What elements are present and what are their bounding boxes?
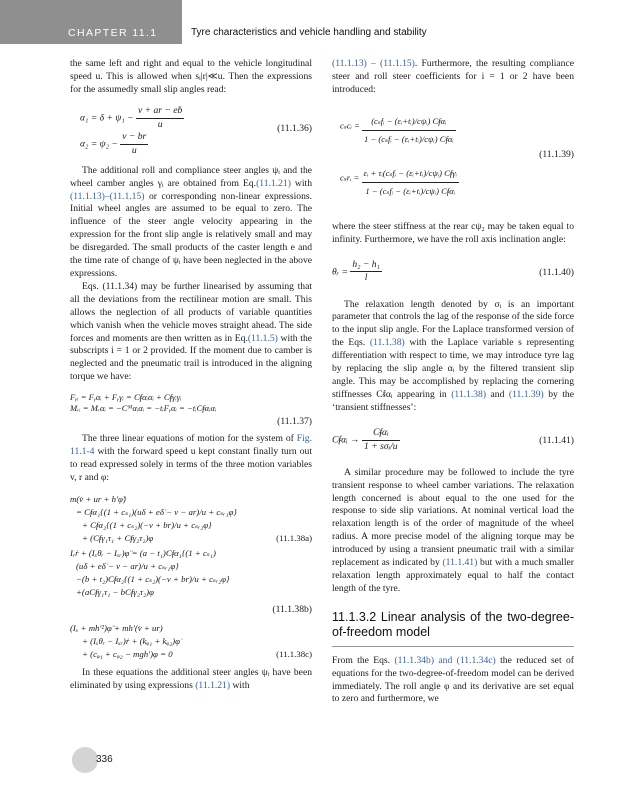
paragraph: The additional roll and compliance steer angles ψᵢ and the wheel camber angles γᵢ are obtained from Eq.(11.1.21) with (11.1.13)–(11.1.15) or corresponding non-linear expressions. Initial wheel angles are assumed to be equal to zero. The influence of the steer angle velocity appearing in the expression for the front slip angle is relatively small and may be disregarded. The small products of the caster length e and the time rate of change of ψᵢ have been neglected in the above expressions. (70, 164, 312, 279)
paragraph: the same left and right and equal to the vehicle longitudinal speed u. This is allowed when sᵢ|r|≪u. Then the expressions for the assumedly small slip angles read: (70, 58, 312, 95)
equation-number: (11.1.37) (277, 416, 312, 428)
cross-reference-link[interactable]: (11.1.34b) and (11.1.34c) (394, 654, 496, 666)
eq-line: Fᵧᵢ = Fᵧαᵢ + Fᵧγᵢ = Cᵮαᵢαᵢ + Cᵮγᵢγᵢ (70, 392, 182, 403)
paragraph: A similar procedure may be followed to include the tyre transient response to wheel camber variations. The relaxation length concerned is about equal to the one used for the response to side slip variations. At nominal vertical load the relaxation length is of the order of magnitude of the wheel radius. A more precise model of the aligning torque may be introduced by using a transient pneumatic trail with a similar replacement as indicated by (11.1.41) but with a much smaller relaxation length approximately equal to half the contact length of the tyre. (332, 466, 575, 594)
fraction: $\frac{\text{Cᵮαᵢ}}{\text{1 + sσᵢ/u}}$ (364, 426, 398, 452)
equation-number: (11.1.38a) (276, 532, 312, 543)
cross-reference-link[interactable]: (11.1.39) (508, 388, 544, 400)
equation-11-1-41 (332, 427, 574, 455)
equation-11-1-38b: Iᵣṙ + (Iₓθᵣ − Iₓᵣ)φ̈ = (a − t₁)Cᵮα₁{(1 + cₛ₁) (uδ + eδ̇ − v − ar)/u + cₛᵣ₁φ} −(b + t₂)Cᵮα₂{(1 + cₛ₂)(−v + br)/u + cₛᵣ₂φ} +(aCᵮγ₁τ₁ − bCᵮγ₂τ₂)φ (11.1.38b) (70, 547, 312, 615)
eq-lhs: Cᵮαᵢ → (332, 434, 360, 446)
fraction: $\frac{\text{εᵢ + τᵢ(cₛfᵢ − (εᵢ+tᵢ)/cψᵢ) Cᵮγᵢ}}{\text{1 − (cₛfᵢ − (εᵢ+tᵢ)/cψᵢ) Cᵮαᵢ}}$ (362, 165, 459, 200)
section-heading: 11.1.3.2 Linear analysis of the two-degree-of-freedom model (332, 609, 574, 639)
figure-link[interactable]: Fig. 11.1-4 (70, 433, 312, 458)
page-number-badge (72, 747, 98, 773)
section-divider (332, 646, 574, 647)
eq-lhs: cₛcᵢ = (340, 120, 360, 131)
equation-number: (11.1.39) (539, 148, 574, 160)
running-title: Tyre characteristics and vehicle handling and stability (191, 27, 427, 38)
eq-lhs: α₂ = ψ₂ − (80, 138, 118, 150)
equation-11-1-40 (332, 259, 574, 287)
cross-reference-link[interactable]: (11.1.21) (195, 679, 231, 691)
fraction: $\frac{\text{(cₛfᵢ − (εᵢ+tᵢ)/cψᵢ) Cᵮαᵢ}}{\text{1 − (cₛfᵢ − (εᵢ+tᵢ)/cψᵢ) Cᵮαᵢ}}$ (362, 113, 456, 148)
eq-lhs: α₁ = δ + ψ₁ − (80, 112, 134, 124)
right-column (332, 58, 574, 706)
equation-number: (11.1.40) (539, 266, 574, 278)
equation-number: (11.1.38b) (272, 603, 312, 615)
paragraph: Eqs. (11.1.34) may be further linearised by assuming that all the deviations from the rectilinear motion are small. This allows the neglection of all products of variable quantities which vanish when the vehicle moves straight ahead. The side forces and moments are then written as in Eq.(11.1.5) with the subscripts i = 1 or 2 provided. If the moment due to camber is neglected and the pneumatic trail is introduced in the aligning torque we have: (70, 280, 312, 383)
cross-reference-link[interactable]: (11.1.41) (442, 557, 478, 569)
equation-number: (11.1.38c) (276, 648, 312, 659)
fraction: $\frac{v - br}{u}$ (122, 130, 147, 156)
equation-11-1-36 (80, 105, 312, 157)
equation-11-1-38a: m(v̇ + ur + h′φ̈) = Cᵮα₁{(1 + cₛ₁)(uδ + eδ̇ − v − ar)/u + cₛᵣ₁φ} + Cᵮα₂{(1 + cₛ₂)(−v + br)/u + cₛᵣ₂φ} + (Cᵮγ₁τ₁ + Cᵮγ₂τ₂)φ (11.1.38a) (70, 493, 312, 543)
cross-reference-link[interactable]: (11.1.5) (247, 332, 278, 344)
paragraph: From the Eqs. (11.1.34b) and (11.1.34c) the reduced set of equations for the two-degree-of-freedom model can be derived immediately. The roll angle φ and its derivative are set equal to zero and furthermore, we (332, 654, 574, 705)
cross-reference-link[interactable]: (11.1.13) – (11.1.15) (332, 58, 415, 69)
chapter-label: CHAPTER 11.1 (68, 27, 158, 39)
equation-11-1-37 (70, 392, 312, 427)
eq-line: Mᵣᵢ = Mᵣαᵢ = −Cᴹαᵢαᵢ = −tᵢFᵧαᵢ = −tᵢCᵮαᵢαᵢ (70, 403, 217, 414)
cross-reference-link[interactable]: (11.1.38) (369, 337, 405, 349)
fraction: $\frac{\text{h₂ − h₁}}{l}$ (352, 258, 380, 284)
paragraph: (11.1.13) – (11.1.15). Furthermore, the resulting compliance steer and roll steer coefficients for i = 1 or 2 have been introduced: (332, 58, 574, 95)
paragraph: The relaxation length denoted by σᵢ is an important parameter that controls the lag of the response of the side force to the input slip angle. For the Laplace transformed version of the Eqs. (11.1.38) with the Laplace variable s representing differentiation with respect to time, we may introduce tyre lag by replacing the slip angle αᵢ by the filtered transient slip angle. This may be accomplished by replacing the cornering stiffnesses Cᵮαᵢ appearing in (11.1.38) and (11.1.39) by the ‘transient stiffnesses’: (332, 298, 574, 413)
eq-lhs: cₛrᵢ = (340, 172, 360, 183)
eq-lhs: θᵣ = (332, 266, 348, 278)
fraction: $\frac{\text{v + ar − eḃ}}{u}$ (137, 104, 183, 130)
left-column (70, 58, 312, 693)
paragraph: where the steer stiffness at the rear cψ₂ may be taken equal to infinity. Furthermore, we have the roll axis inclination angle: (332, 220, 574, 245)
equation-11-1-39 (340, 105, 574, 213)
equation-11-1-38c: (Iₓ + mh′²)φ̈ + mh′(v̇ + ur) + (Iₓθᵣ − Iₓᵣ)ṙ + (kᵩ₁ + kᵩ₂)φ̇ + (cᵩ₁ + cᵩ₂ − mgh′)φ = 0 (11.1.38c) (70, 622, 312, 659)
equation-number: (11.1.41) (539, 434, 574, 446)
cross-reference-link[interactable]: (11.1.21) (256, 177, 291, 189)
paragraph: The three linear equations of motion for the system of Fig. 11.1-4 with the forward speed u kept constant finally turn out to read expressed solely in terms of the three motion variables v, r and φ: (70, 433, 312, 483)
cross-reference-link[interactable]: (11.1.38) (451, 388, 487, 400)
equation-number: (11.1.36) (277, 122, 312, 134)
page-number: 336 (96, 754, 113, 765)
cross-reference-link[interactable]: (11.1.13)–(11.1.15) (70, 190, 145, 202)
page-header (0, 0, 626, 44)
paragraph: In these equations the additional steer angles ψᵢ have been eliminated by using expressions (11.1.21) with (70, 666, 312, 691)
